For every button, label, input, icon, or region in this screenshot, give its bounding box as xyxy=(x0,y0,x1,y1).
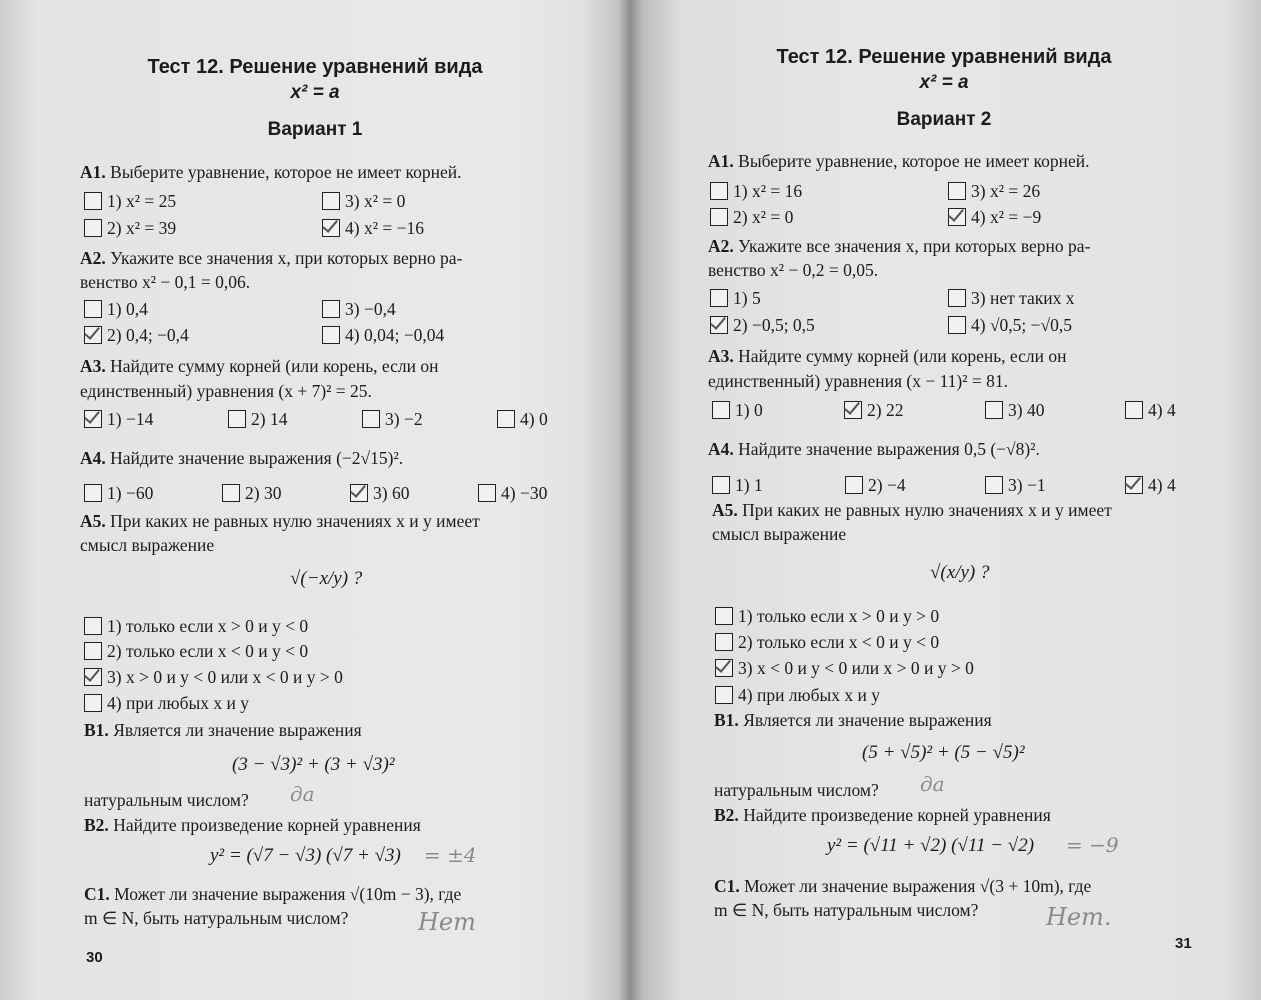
checkbox[interactable] xyxy=(84,642,102,660)
checkbox[interactable] xyxy=(715,659,733,677)
checkbox[interactable] xyxy=(84,192,102,210)
question-b1: B1. Является ли значение выражения xyxy=(714,710,992,730)
checkbox[interactable] xyxy=(710,289,728,307)
option[interactable]: 2) только если x < 0 и y < 0 xyxy=(84,641,308,661)
option[interactable]: 2) 30 xyxy=(222,483,281,503)
option[interactable]: 2) x² = 0 xyxy=(710,207,793,227)
checkbox[interactable] xyxy=(497,410,515,428)
option[interactable]: 3) нет таких x xyxy=(948,288,1074,308)
option[interactable]: 3) −0,4 xyxy=(322,299,396,319)
checkbox[interactable] xyxy=(985,401,1003,419)
checkbox[interactable] xyxy=(478,484,496,502)
checkbox[interactable] xyxy=(84,668,102,686)
checkbox[interactable] xyxy=(322,326,340,344)
checkbox[interactable] xyxy=(710,316,728,334)
checkbox[interactable] xyxy=(844,401,862,419)
question-b1-tail: натуральным числом? xyxy=(84,790,249,810)
checkbox[interactable] xyxy=(84,410,102,428)
right-page xyxy=(632,0,1261,1000)
option[interactable]: 1) −60 xyxy=(84,483,153,503)
question-a3-line: единственный) уравнения (x + 7)² = 25. xyxy=(80,381,372,401)
formula: y² = (√7 − √3) (√7 + √3) xyxy=(210,845,401,866)
checkbox[interactable] xyxy=(228,410,246,428)
page-number: 31 xyxy=(1175,935,1192,952)
question-c1-line: m ∈ N, быть натуральным числом? xyxy=(84,908,349,928)
option[interactable]: 2) 0,4; −0,4 xyxy=(84,325,189,345)
checkbox[interactable] xyxy=(84,219,102,237)
option[interactable]: 4) при любых x и y xyxy=(84,693,249,713)
option[interactable]: 1) x² = 25 xyxy=(84,191,176,211)
test-equation: x² = a xyxy=(919,72,969,93)
option[interactable]: 3) −2 xyxy=(362,409,423,429)
checkbox[interactable] xyxy=(350,484,368,502)
checkbox[interactable] xyxy=(1125,476,1143,494)
formula: (3 − √3)² + (3 + √3)² xyxy=(232,754,395,775)
checkbox[interactable] xyxy=(222,484,240,502)
checkbox[interactable] xyxy=(715,633,733,651)
option[interactable]: 4) 0,04; −0,04 xyxy=(322,325,444,345)
page-number: 30 xyxy=(86,949,103,966)
question-c1: C1. Может ли значение выражения √(10m − 3), где xyxy=(84,884,462,904)
checkbox[interactable] xyxy=(712,476,730,494)
checkbox[interactable] xyxy=(84,484,102,502)
formula: (5 + √5)² + (5 − √5)² xyxy=(862,742,1025,763)
handwritten-answer: = −9 xyxy=(1066,833,1119,857)
question-c1-line: m ∈ N, быть натуральным числом? xyxy=(714,900,979,920)
question-a2-line: венство x² − 0,2 = 0,05. xyxy=(708,260,879,280)
test-title: Тест 12. Решение уравнений вида xyxy=(776,46,1112,68)
option[interactable]: 3) x² = 26 xyxy=(948,181,1040,201)
option[interactable]: 1) 0 xyxy=(712,400,763,420)
question-a5-line: смысл выражение xyxy=(80,535,215,555)
option[interactable]: 1) только если x > 0 и y > 0 xyxy=(715,606,939,626)
option[interactable]: 4) x² = −16 xyxy=(322,218,424,238)
question-a5: A5. При каких не равных нулю значениях x и y имеет xyxy=(712,500,1112,520)
checkbox[interactable] xyxy=(84,326,102,344)
left-page xyxy=(0,0,630,1000)
option[interactable]: 4) −30 xyxy=(478,483,547,503)
option[interactable]: 1) x² = 16 xyxy=(710,181,802,201)
question-a2: A2. Укажите все значения x, при которых верно ра- xyxy=(708,236,1091,256)
checkbox[interactable] xyxy=(948,182,966,200)
question-a4: A4. Найдите значение выражения 0,5 (−√8)². xyxy=(708,439,1040,459)
question-a2-line: венство x² − 0,1 = 0,06. xyxy=(80,272,251,292)
checkbox[interactable] xyxy=(948,316,966,334)
option[interactable]: 3) x² = 0 xyxy=(322,191,405,211)
question-a5: A5. При каких не равных нулю значениях x и y имеет xyxy=(80,511,480,531)
question-a1: A1. Выберите уравнение, которое не имеет корней. xyxy=(80,162,462,182)
test-title: Тест 12. Решение уравнений вида xyxy=(147,56,483,78)
checkbox[interactable] xyxy=(985,476,1003,494)
checkbox[interactable] xyxy=(84,617,102,635)
option[interactable]: 1) 0,4 xyxy=(84,299,148,319)
option[interactable]: 2) −4 xyxy=(845,475,906,495)
question-c1: C1. Может ли значение выражения √(3 + 10m), где xyxy=(714,876,1092,896)
question-a2: A2. Укажите все значения x, при которых верно ра- xyxy=(80,248,463,268)
test-equation: x² = a xyxy=(290,82,340,103)
handwritten-answer: = ±4 xyxy=(424,843,477,867)
option[interactable]: 3) 40 xyxy=(985,400,1044,420)
checkbox[interactable] xyxy=(715,686,733,704)
question-b2: B2. Найдите произведение корней уравнения xyxy=(84,815,421,835)
option[interactable]: 2) −0,5; 0,5 xyxy=(710,315,815,335)
checkbox[interactable] xyxy=(715,607,733,625)
option[interactable]: 1) −14 xyxy=(84,409,153,429)
formula: √(−x/y) ? xyxy=(290,568,363,589)
option[interactable]: 1) 5 xyxy=(710,288,761,308)
checkbox[interactable] xyxy=(710,208,728,226)
option[interactable]: 4) 0 xyxy=(497,409,548,429)
option[interactable]: 3) −1 xyxy=(985,475,1046,495)
question-b1: B1. Является ли значение выражения xyxy=(84,720,362,740)
checkbox[interactable] xyxy=(1125,401,1143,419)
handwritten-answer: да xyxy=(920,772,945,796)
option[interactable]: 4) x² = −9 xyxy=(948,207,1041,227)
formula: y² = (√11 + √2) (√11 − √2) xyxy=(827,835,1035,856)
question-a3-line: единственный) уравнения (x − 11)² = 81. xyxy=(708,371,1009,391)
question-a5-line: смысл выражение xyxy=(712,524,847,544)
checkbox[interactable] xyxy=(362,410,380,428)
option[interactable]: 2) 22 xyxy=(844,400,903,420)
question-a1: A1. Выберите уравнение, которое не имеет корней. xyxy=(708,151,1090,171)
option[interactable]: 3) x < 0 и y < 0 или x > 0 и y > 0 xyxy=(715,658,974,678)
option[interactable]: 3) x > 0 и y < 0 или x < 0 и y > 0 xyxy=(84,667,343,687)
checkbox[interactable] xyxy=(84,694,102,712)
handwritten-answer: Нет. xyxy=(1046,903,1112,931)
handwritten-answer: Нет xyxy=(418,908,476,936)
checkbox[interactable] xyxy=(948,208,966,226)
checkbox[interactable] xyxy=(322,192,340,210)
option[interactable]: 3) 60 xyxy=(350,483,409,503)
variant-heading: Вариант 1 xyxy=(267,119,363,140)
checkbox[interactable] xyxy=(710,182,728,200)
checkbox[interactable] xyxy=(322,219,340,237)
checkbox[interactable] xyxy=(948,289,966,307)
option[interactable]: 1) 1 xyxy=(712,475,763,495)
option[interactable]: 4) √0,5; −√0,5 xyxy=(948,315,1072,335)
option[interactable]: 4) при любых x и y xyxy=(715,685,880,705)
checkbox[interactable] xyxy=(84,300,102,318)
question-a3: A3. Найдите сумму корней (или корень, если он xyxy=(708,346,1067,366)
checkbox[interactable] xyxy=(845,476,863,494)
question-a3: A3. Найдите сумму корней (или корень, если он xyxy=(80,356,439,376)
question-b2: B2. Найдите произведение корней уравнения xyxy=(714,805,1051,825)
option[interactable]: 2) только если x < 0 и y < 0 xyxy=(715,632,939,652)
checkbox[interactable] xyxy=(712,401,730,419)
handwritten-answer: да xyxy=(290,782,315,806)
question-b1-tail: натуральным числом? xyxy=(714,780,879,800)
option[interactable]: 4) 4 xyxy=(1125,475,1176,495)
option[interactable]: 4) 4 xyxy=(1125,400,1176,420)
option[interactable]: 2) 14 xyxy=(228,409,287,429)
variant-heading: Вариант 2 xyxy=(896,109,992,130)
option[interactable]: 2) x² = 39 xyxy=(84,218,176,238)
formula: √(x/y) ? xyxy=(930,562,990,583)
question-a4: A4. Найдите значение выражения (−2√15)². xyxy=(80,448,404,468)
option[interactable]: 1) только если x > 0 и y < 0 xyxy=(84,616,308,636)
checkbox[interactable] xyxy=(322,300,340,318)
